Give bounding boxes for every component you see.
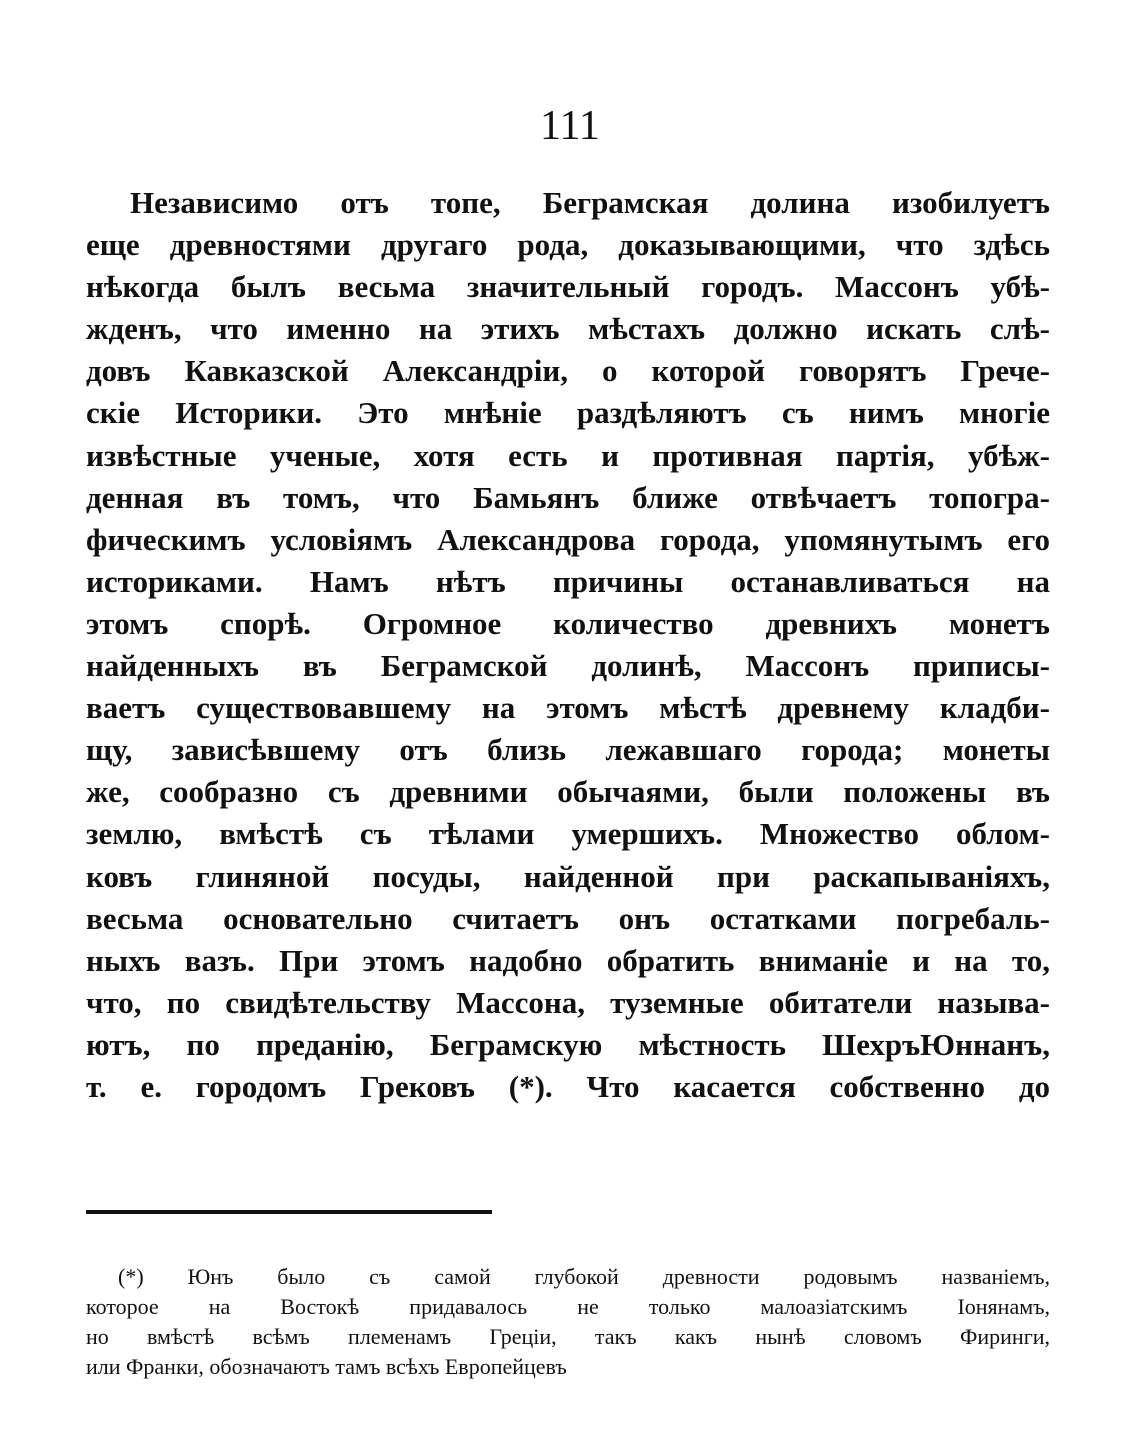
- footnote-separator: [86, 1210, 492, 1214]
- body-line: ковъ глиняной посуды, найденной при раскапываніяхъ,: [86, 858, 1050, 894]
- body-line: щу, зависѣвшему отъ близь лежавшаго города; монеты: [86, 732, 1050, 768]
- body-line: историками. Намъ нѣтъ причины останавливаться на: [86, 563, 1050, 599]
- footnote: [86, 1262, 1050, 1382]
- footnote-line: (*) Юнъ было съ самой глубокой древности родовымъ названіемъ,: [118, 1264, 1050, 1289]
- body-line: ныхъ вазъ. При этомъ надобно обратить вниманіе и на то,: [86, 942, 1050, 978]
- body-line: что, по свидѣтельству Массона, туземные обитатели называ-: [86, 984, 1050, 1020]
- body-line: этомъ спорѣ. Огромное количество древнихъ монетъ: [86, 605, 1050, 641]
- body-line: весьма основательно считаетъ онъ остатками погребаль-: [86, 900, 1050, 936]
- footnote-line: которое на Востокѣ придавалось не только малоазіатскимъ Іонянамъ,: [86, 1294, 1050, 1319]
- body-line: денная въ томъ, что Бамьянъ ближе отвѣчаетъ топогра-: [86, 479, 1050, 515]
- body-line: извѣстные ученые, хотя есть и противная партія, убѣж-: [86, 437, 1050, 473]
- body-line: же, сообразно съ древними обычаями, были положены въ: [86, 774, 1050, 810]
- page-number: 111: [540, 103, 600, 149]
- body-line: ютъ, по преданію, Беграмскую мѣстность ШехръЮннанъ,: [86, 1026, 1050, 1062]
- body-line: нѣкогда былъ весьма значительный городъ. Массонъ убѣ-: [86, 269, 1050, 305]
- body-text: [86, 182, 1050, 1108]
- footnote-line: или Франки, обозначаютъ тамъ всѣхъ Европейцевъ: [86, 1354, 567, 1379]
- body-line: найденныхъ въ Беграмской долинѣ, Массонъ приписы-: [86, 648, 1050, 684]
- body-line: скіе Историки. Это мнѣніе раздѣляютъ съ нимъ многіе: [86, 395, 1050, 431]
- footnote-line: но вмѣстѣ всѣмъ племенамъ Греціи, такъ какъ нынѣ словомъ Фиринги,: [86, 1324, 1050, 1349]
- body-line: землю, вмѣстѣ съ тѣлами умершихъ. Множество облом-: [86, 816, 1050, 852]
- body-line: жденъ, что именно на этихъ мѣстахъ должно искать слѣ-: [86, 311, 1050, 347]
- body-line: еще древностями другаго рода, доказывающими, что здѣсь: [86, 227, 1050, 263]
- body-line: фическимъ условіямъ Александрова города, упомянутымъ его: [86, 521, 1050, 557]
- body-line: Независимо отъ топе, Беграмская долина изобилуетъ: [130, 185, 1050, 220]
- body-line: довъ Кавказской Александріи, о которой говорятъ Грече-: [86, 353, 1050, 389]
- body-line: т. е. городомъ Грековъ (*). Что касается собственно до: [86, 1068, 1050, 1104]
- body-line: ваетъ существовавшему на этомъ мѣстѣ древнему кладби-: [86, 690, 1050, 726]
